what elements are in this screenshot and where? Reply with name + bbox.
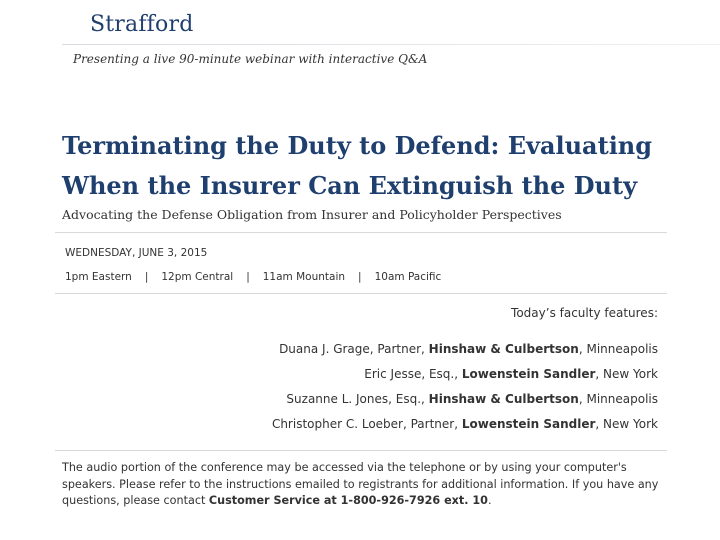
time-separator: | [246,271,250,283]
divider [55,293,667,294]
divider [55,232,667,233]
tagline: Presenting a live 90-minute webinar with interactive Q&A [73,52,428,66]
time-separator: | [358,271,362,283]
faculty-location: , New York [595,417,658,431]
title-line-2: When the Insurer Can Extinguish the Duty [62,171,638,200]
faculty-firm: Hinshaw & Culbertson [428,342,579,356]
faculty-header: Today’s faculty features: [511,306,658,320]
time-central: 12pm Central [161,271,234,283]
faculty-member [272,340,658,365]
webinar-title [62,126,702,206]
time-eastern: 1pm Eastern [65,271,132,283]
audio-text: The audio portion of the conference may be accessed via the telephone or by using your computer's speakers. Please refer to the instructions emailed to registrants for additional information. If you have any questions, please contact [62,461,659,507]
time-mountain: 11am Mountain [262,271,346,283]
header-divider [62,44,720,45]
customer-service-contact: Customer Service at 1-800-926-7926 ext. 10 [208,494,488,507]
faculty-location: , New York [595,367,658,381]
faculty-list [272,340,658,440]
faculty-name-title: Suzanne L. Jones, Esq., [286,392,429,406]
faculty-firm: Hinshaw & Culbertson [428,392,579,406]
title-line-1: Terminating the Duty to Defend: Evaluating [62,131,653,160]
faculty-member [272,365,658,390]
strafford-logo: Strafford [90,12,194,37]
faculty-firm: Lowenstein Sandler [461,367,596,381]
faculty-name-title: Christopher C. Loeber, Partner, [271,417,462,431]
time-pacific: 10am Pacific [374,271,442,283]
faculty-location: , Minneapolis [578,392,658,406]
faculty-member [272,390,658,415]
time-separator: | [144,271,149,283]
divider [55,450,667,451]
audio-instructions [62,460,662,510]
faculty-location: , Minneapolis [578,342,658,356]
event-times [65,271,441,283]
faculty-firm: Lowenstein Sandler [461,417,596,431]
audio-text-end: . [487,494,492,507]
event-date: WEDNESDAY, JUNE 3, 2015 [65,247,208,259]
webinar-subtitle: Advocating the Defense Obligation from Insurer and Policyholder Perspectives [62,207,562,222]
faculty-member [272,415,658,440]
faculty-name-title: Duana J. Grage, Partner, [279,342,429,356]
faculty-name-title: Eric Jesse, Esq., [364,367,462,381]
